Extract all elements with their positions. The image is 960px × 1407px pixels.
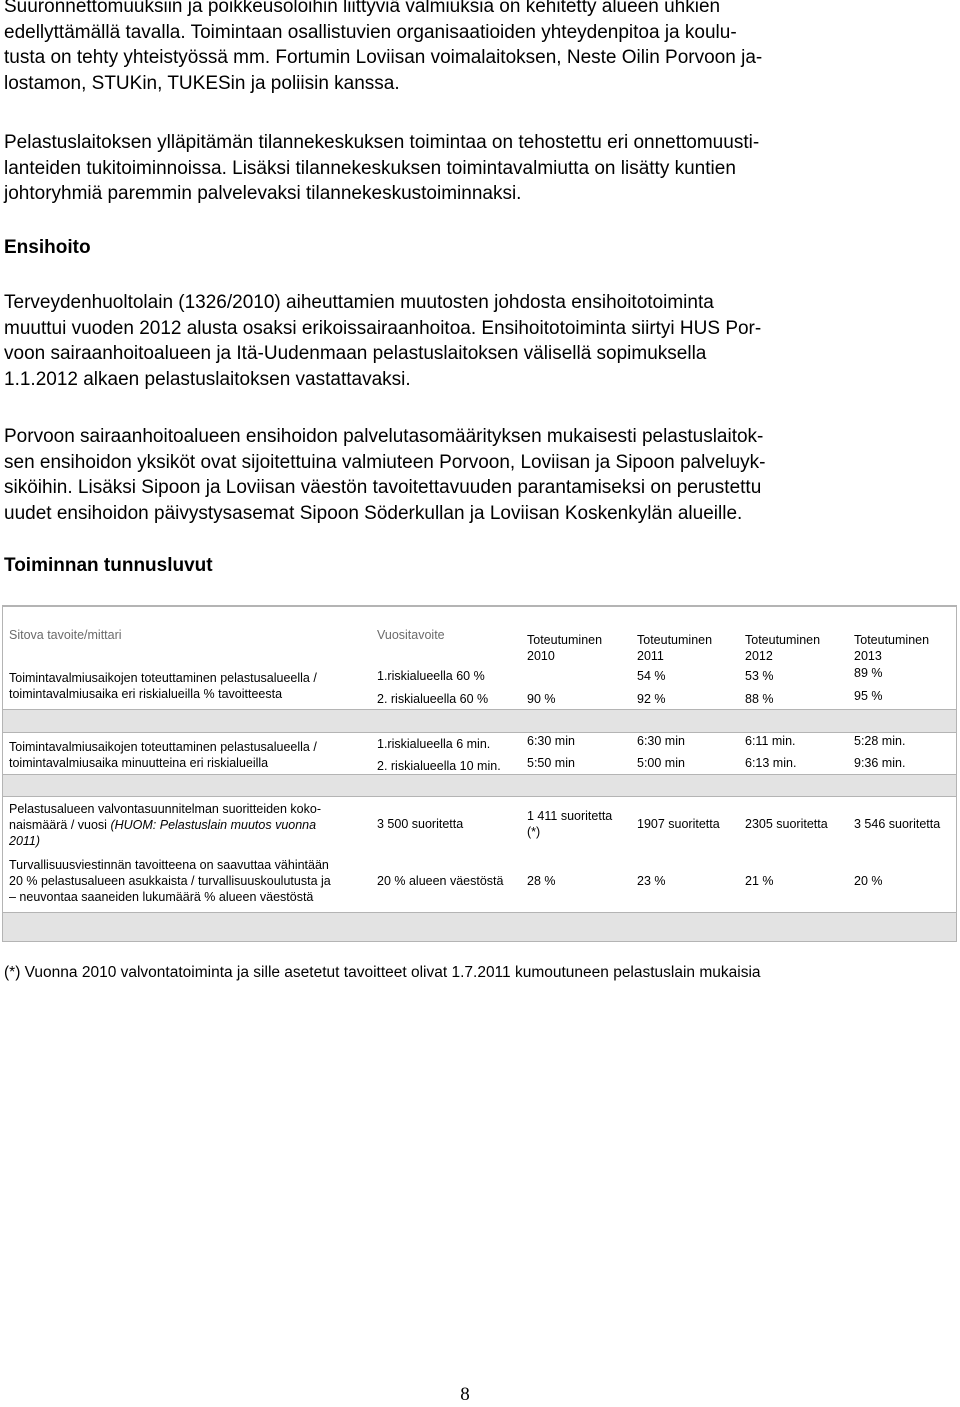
- row2-target-a: 1.riskialueella 6 min.: [377, 737, 491, 751]
- header-mittari: Sitova tavoite/mittari: [9, 628, 122, 642]
- footnote: (*) Vuonna 2010 valvontatoiminta ja sille asetetut tavoitteet olivat 1.7.2011 kumoutuneen pelastuslain mukaisia: [4, 964, 761, 981]
- row1-label: Toimintavalmiusaikojen toteuttaminen pelastusalueella / toimintavalmiusaika eri riskialueilla % tavoitteesta: [9, 671, 317, 701]
- row3-2011: 1907 suoritetta: [637, 817, 720, 831]
- text-line: Suuronnettomuuksiin ja poikkeusoloihin liittyviä valmiuksia on kehitetty alueen uhkien: [4, 0, 721, 17]
- row2-2010-a: 6:30 min: [527, 734, 575, 748]
- heading-ensihoito: Ensihoito: [4, 237, 91, 258]
- text-line: lostamon, STUKin, TUKESin ja poliisin kanssa.: [4, 72, 400, 94]
- header-toteutuminen-2012: Toteutuminen 2012: [745, 633, 821, 663]
- text-line: johtoryhmiä paremmin palvelevaksi tilannekeskustoiminnaksi.: [4, 183, 522, 204]
- row1-target-a: 1.riskialueella 60 %: [377, 669, 485, 683]
- row2-2012-a: 6:11 min.: [745, 734, 796, 748]
- paragraph-preparedness: [4, 0, 954, 96]
- row4-2011: 23 %: [637, 874, 666, 888]
- paragraph-service-level: [4, 424, 954, 526]
- row1-2013-a: 89 %: [854, 666, 883, 680]
- row3-2010: 1 411 suoritetta (*): [527, 809, 613, 839]
- text-line: lanteiden tukitoiminnoissa. Lisäksi tilannekeskuksen toimintavalmiutta on lisätty kuntien: [4, 157, 736, 179]
- text-line: edellyttämällä tavalla. Toimintaan osallistuvien organisaatioiden yhteydenpitoa ja koulu-: [4, 21, 737, 43]
- header-toteutuminen-2011: Toteutuminen 2011: [637, 633, 713, 663]
- row4-label: Turvallisuusviestinnän tavoitteena on saavuttaa vähintään 20 % pelastusalueen asukkaista / turvallisuuskoulutusta ja – neuvontaa saaneiden lukumäärä % alueen väestöstä: [9, 858, 331, 904]
- row1-2011-b: 92 %: [637, 692, 666, 706]
- row2-2012-b: 6:13 min.: [745, 756, 797, 770]
- text-line: 1.1.2012 alkaen pelastuslaitoksen vastattavaksi.: [4, 368, 411, 390]
- heading-toiminnan-tunnusluvut: Toiminnan tunnusluvut: [4, 555, 213, 576]
- row1-2013-b: 95 %: [854, 689, 883, 703]
- row4-target: 20 % alueen väestöstä: [377, 874, 504, 888]
- row3-2013: 3 546 suoritetta: [854, 817, 941, 831]
- text-line: siköihin. Lisäksi Sipoon ja Loviisan väestön tavoitettavuuden parantamiseksi on perustettu: [4, 477, 762, 498]
- row1-2012-b: 88 %: [745, 692, 774, 706]
- header-vuositavoite: Vuositavoite: [377, 628, 445, 642]
- row2-2011-b: 5:00 min: [637, 756, 685, 770]
- text-line: tusta on tehty yhteistyössä mm. Fortumin Loviisan voimalaitoksen, Neste Oilin Porvoon ja-: [4, 47, 763, 68]
- text-line: sen ensihoidon yksiköt ovat sijoitettuina valmiuteen Porvoon, Loviisan ja Sipoon palveluyk-: [4, 451, 766, 473]
- row2-2013-b: 9:36 min.: [854, 756, 906, 770]
- text-line: Terveydenhuoltolain (1326/2010) aiheuttamien muutosten johdosta ensihoitotoiminta: [4, 292, 714, 313]
- page-number: 8: [460, 1384, 470, 1405]
- text-line: uudet ensihoidon päivystysasemat Sipoon Söderkullan ja Loviisan Koskenkylän alueille.: [4, 502, 743, 524]
- text-line: Porvoon sairaanhoitoalueen ensihoidon palvelutasomäärityksen mukaisesti pelastuslaitok-: [4, 426, 764, 447]
- row2-2010-b: 5:50 min: [527, 756, 575, 770]
- row4-2010: 28 %: [527, 874, 556, 888]
- text-line: voon sairaanhoitoalueen ja Itä-Uudenmaan pelastuslaitoksen välisellä sopimuksella: [4, 343, 707, 364]
- paragraph-health-care-act: [4, 290, 954, 392]
- row2-2011-a: 6:30 min: [637, 734, 685, 748]
- header-toteutuminen-2010: Toteutuminen 2010: [527, 633, 603, 663]
- row2-label: Toimintavalmiusaikojen toteuttaminen pelastusalueella / toimintavalmiusaika minuutteina eri riskialueilla: [9, 740, 317, 770]
- row3-2012: 2305 suoritetta: [745, 817, 828, 831]
- row1-2012-a: 53 %: [745, 669, 774, 683]
- row4-2013: 20 %: [854, 874, 883, 888]
- row1-target-b: 2. riskialueella 60 %: [377, 692, 489, 706]
- row2-target-b: 2. riskialueella 10 min.: [377, 759, 501, 773]
- row1-2011-a: 54 %: [637, 669, 666, 683]
- paragraph-situation-centre: [4, 130, 954, 207]
- row4-2012: 21 %: [745, 874, 774, 888]
- text-line: muuttui vuoden 2012 alusta osaksi erikoissairaanhoitoa. Ensihoitotoiminta siirtyi HUS Por-: [4, 317, 762, 339]
- row3-label: Pelastusalueen valvontasuunnitelman suoritteiden koko- naismäärä / vuosi (HUOM: Pelastuslain muutos vuonna 2011): [9, 802, 321, 848]
- row3-target: 3 500 suoritetta: [377, 817, 464, 831]
- text-line: Pelastuslaitoksen ylläpitämän tilannekeskuksen toimintaa on tehostettu eri onnettomuusti-: [4, 132, 760, 153]
- row2-2013-a: 5:28 min.: [854, 734, 906, 748]
- header-toteutuminen-2013: Toteutuminen 2013: [854, 633, 930, 663]
- row1-2010-b: 90 %: [527, 692, 556, 706]
